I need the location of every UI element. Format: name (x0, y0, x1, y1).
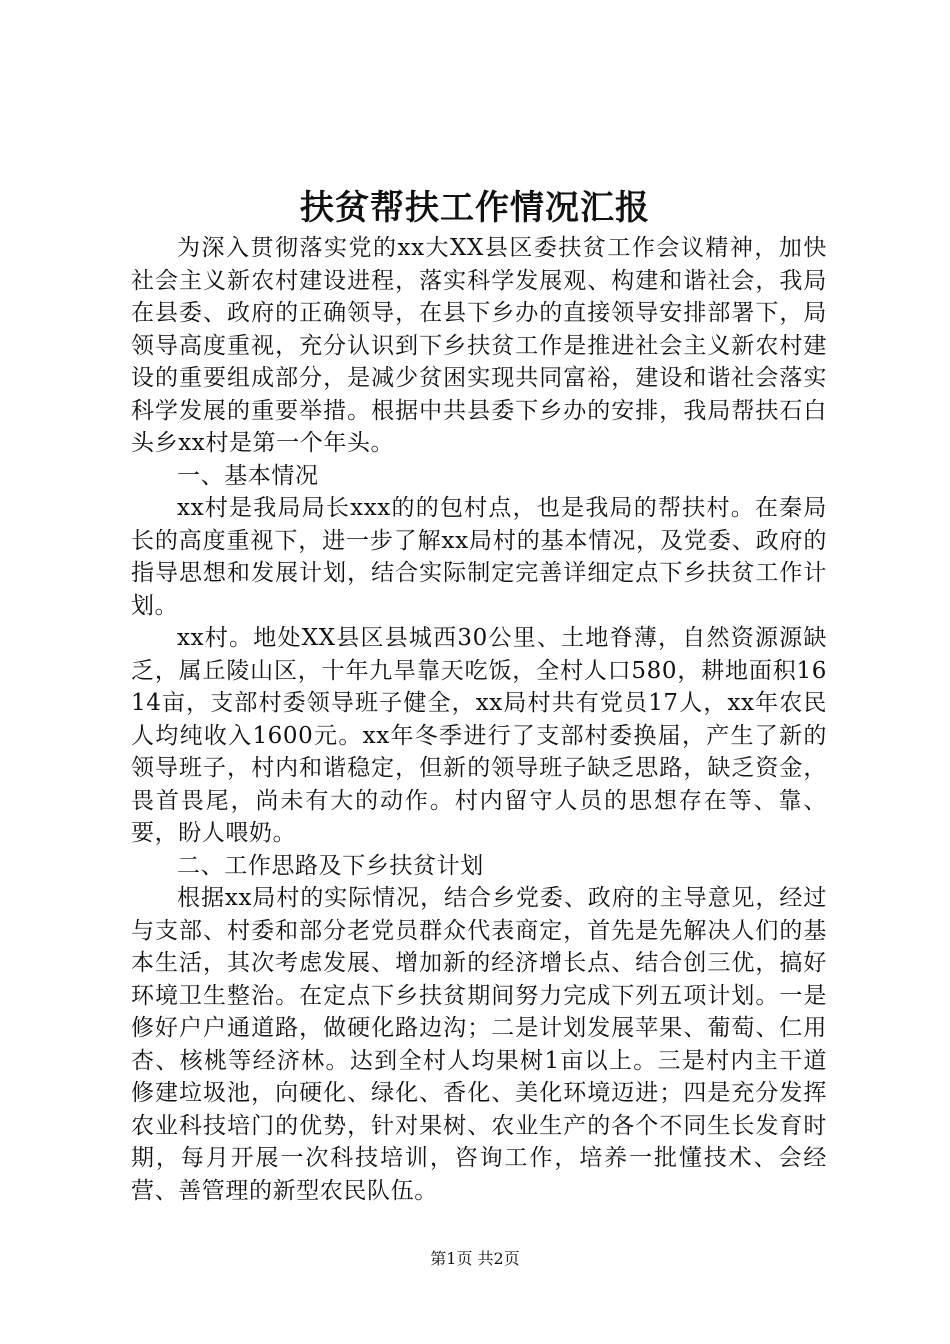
paragraph-intro: 为深入贯彻落实党的xx大XX县区委扶贫工作会议精神，加快社会主义新农村建设进程，落实科学发展观、构建和谐社会，我局在县委、政府的正确领导，在县下乡办的直接领导安排部署下，局领导高度重视，充分认识到下乡扶贫工作是推进社会主义新农村建设的重要组成部分，是减少贫困实现共同富裕，建设和谐社会落实科学发展的重要举措。根据中共县委下乡办的安排，我局帮扶石白头乡xx村是第一个年头。 (131, 235, 827, 456)
paragraph-basic-2: xx村。地处XX县区县城西30公里、土地脊薄，自然资源源缺乏，属丘陵山区，十年九旱靠天吃饭，全村人口580，耕地面积1614亩，支部村委领导班子健全，xx局村共有党员17人，xx年农民人均纯收入1600元。xx年冬季进行了支部村委换届，产生了新的领导班子，村内和谐稳定，但新的领导班子缺乏思路，缺乏资金，畏首畏尾，尚未有大的动作。村内留守人员的思想存在等、靠、要，盼人喂奶。 (131, 625, 827, 846)
document-title: 扶贫帮扶工作情况汇报 (300, 188, 650, 228)
page-footer: 第1页 共2页 (430, 1249, 520, 1268)
section-heading-basic: 一、基本情况 (177, 462, 319, 489)
paragraph-basic-1: xx村是我局局长xxx的的包村点，也是我局的帮扶村。在秦局长的高度重视下，进一步了解xx局村的基本情况，及党委、政府的指导思想和发展计划，结合实际制定完善详细定点下乡扶贫工作计划。 (131, 495, 827, 619)
paragraph-plan: 根据xx局村的实际情况，结合乡党委、政府的主导意见，经过与支部、村委和部分老党员群众代表商定，首先是先解决人们的基本生活，其次考虑发展、增加新的经济增长点、结合创三优，搞好环境卫生整治。在定点下乡扶贫期间努力完成下列五项计划。一是修好户户通道路，做硬化路边沟；二是计划发展苹果、葡萄、仁用杏、核桃等经济林。达到全村人均果树1亩以上。三是村内主干道修建垃圾池，向硬化、绿化、香化、美化环境迈进；四是充分发挥农业科技培门的优势，针对果树、农业生产的各个不同生长发育时期，每月开展一次科技培训，咨询工作，培养一批懂技术、会经营、善管理的新型农民队伍。 (131, 885, 827, 1204)
section-heading-plan: 二、工作思路及下乡扶贫计划 (177, 852, 484, 879)
document-body (131, 232, 827, 1207)
